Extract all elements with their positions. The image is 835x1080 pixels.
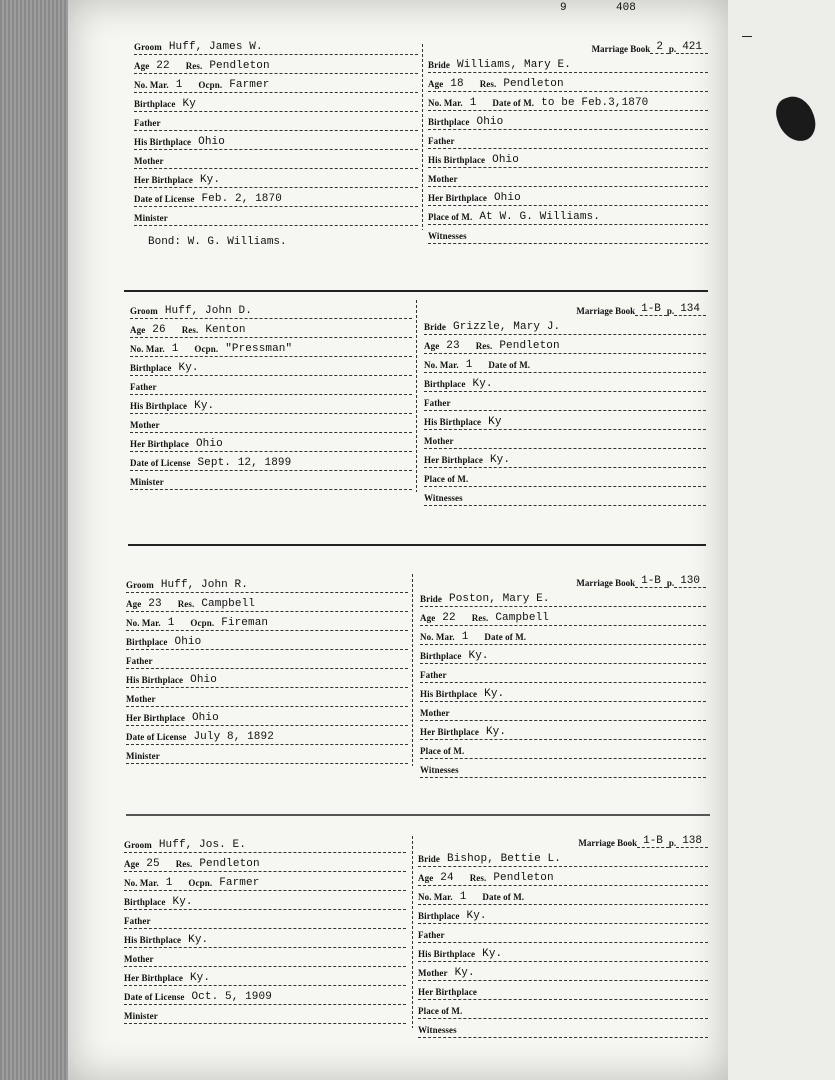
his-birthplace-label: His Birthplace: [130, 401, 188, 411]
age-label: Age: [424, 341, 440, 351]
groom-occupation: Farmer: [219, 877, 260, 889]
license-date: Sept. 12, 1899: [197, 457, 292, 469]
marriage-date: to be Feb.3,1870: [541, 97, 649, 109]
bride-age: 23: [446, 340, 460, 352]
column-divider: [422, 44, 423, 230]
her-birthplace-label: Her Birthplace: [424, 455, 483, 465]
groom-no-mar: 1: [175, 79, 183, 91]
her-birthplace-label: Her Birthplace: [134, 175, 193, 185]
bride-label: Bride: [420, 594, 442, 604]
marriage-book: 2: [650, 41, 669, 54]
no-mar-label: No. Mar.: [126, 618, 161, 628]
bride-father-birthplace: Ky.: [482, 948, 503, 960]
no-mar-label: No. Mar.: [424, 360, 459, 370]
bride-name: Williams, Mary E.: [457, 59, 571, 71]
age-label: Age: [420, 613, 436, 623]
res-label: Res.: [475, 341, 493, 351]
birthplace-label: Birthplace: [428, 117, 470, 127]
license-date: Oct. 5, 1909: [191, 991, 272, 1003]
bride-residence: Pendleton: [503, 78, 564, 90]
groom-name: Huff, John D.: [164, 305, 252, 317]
her-birthplace-label: Her Birthplace: [418, 987, 477, 997]
groom-age: 22: [156, 60, 170, 72]
marriage-book-line: [428, 36, 708, 54]
bride-label: Bride: [428, 60, 450, 70]
no-mar-label: No. Mar.: [124, 878, 159, 888]
father-label: Father: [420, 670, 447, 680]
bride-birthplace: Ky.: [472, 378, 493, 390]
groom-mother-birthplace: Ky.: [199, 174, 221, 186]
her-birthplace-label: Her Birthplace: [126, 713, 185, 723]
her-birthplace-label: Her Birthplace: [124, 973, 183, 983]
groom-birthplace: Ohio: [174, 636, 202, 648]
record-separator: [126, 814, 710, 816]
his-birthplace-label: His Birthplace: [418, 949, 476, 959]
groom-label: Groom: [134, 42, 162, 52]
father-label: Father: [134, 118, 161, 128]
ocpn-label: Ocpn.: [190, 618, 215, 628]
age-label: Age: [130, 325, 146, 335]
bride-residence: Pendleton: [499, 340, 560, 352]
bride-name: Grizzle, Mary J.: [453, 321, 561, 333]
place-of-m-label: Place of M.: [418, 1006, 463, 1016]
marriage-book-label: Marriage Book: [591, 44, 651, 54]
bride-father-birthplace: Ky: [488, 416, 502, 428]
groom-name: Huff, John R.: [160, 579, 248, 591]
witnesses-label: Witnesses: [428, 231, 467, 241]
groom-father-birthplace: Ohio: [190, 674, 217, 686]
groom-no-mar: 1: [165, 877, 173, 889]
no-mar-label: No. Mar.: [134, 80, 169, 90]
marriage-book: 1-B: [635, 303, 667, 316]
bride-mother-birthplace: Ohio: [493, 192, 521, 204]
groom-mother-birthplace: Ohio: [191, 712, 219, 724]
groom-residence: Pendleton: [209, 60, 270, 72]
no-mar-label: No. Mar.: [428, 98, 463, 108]
marriage-book-line: [424, 298, 706, 316]
bride-age: 18: [450, 78, 464, 90]
page-label: p.: [666, 578, 675, 588]
bride-name: Poston, Mary E.: [449, 593, 550, 605]
date-of-m-label: Date of M.: [488, 360, 531, 370]
age-label: Age: [124, 859, 140, 869]
ocpn-label: Ocpn.: [194, 344, 219, 354]
bride-mother-birthplace: Ky.: [485, 726, 507, 738]
place-of-m-label: Place of M.: [424, 474, 469, 484]
groom-occupation: Fireman: [221, 617, 269, 629]
no-mar-label: No. Mar.: [420, 632, 455, 642]
bride-residence: Pendleton: [493, 872, 554, 884]
marriage-book-page: 130: [674, 575, 706, 588]
marriage-place: At W. G. Williams.: [479, 211, 600, 223]
birthplace-label: Birthplace: [418, 911, 460, 921]
page-number-right: 408: [616, 2, 636, 14]
her-birthplace-label: Her Birthplace: [428, 193, 487, 203]
groom-father-birthplace: Ohio: [198, 136, 225, 148]
marriage-book-page: 134: [674, 303, 706, 316]
bride-father-birthplace: Ky.: [484, 688, 505, 700]
edge-mark: [742, 36, 752, 37]
groom-mother-birthplace: Ohio: [195, 438, 223, 450]
marriage-book-page: 421: [676, 41, 708, 54]
page-label: p.: [666, 306, 675, 316]
groom-label: Groom: [124, 840, 152, 850]
date-of-m-label: Date of M.: [492, 98, 535, 108]
res-label: Res.: [181, 325, 199, 335]
minister-label: Minister: [124, 1011, 158, 1021]
bride-column: [418, 830, 708, 1038]
no-mar-label: No. Mar.: [418, 892, 453, 902]
place-of-m-label: Place of M.: [420, 746, 465, 756]
witnesses-label: Witnesses: [424, 493, 463, 503]
scan-right-edge: [728, 0, 835, 1080]
father-label: Father: [428, 136, 455, 146]
scan-left-edge: [0, 0, 68, 1080]
ocpn-label: Ocpn.: [188, 878, 213, 888]
mother-label: Mother: [130, 420, 160, 430]
marriage-book-line: [418, 830, 708, 848]
mother-label: Mother: [134, 156, 164, 166]
groom-no-mar: 1: [167, 617, 175, 629]
res-label: Res.: [175, 859, 193, 869]
mother-label: Mother: [418, 968, 448, 978]
license-date-label: Date of License: [124, 992, 185, 1002]
groom-name: Huff, Jos. E.: [158, 839, 246, 851]
bride-column: [420, 570, 706, 778]
marriage-book: 1-B: [637, 835, 669, 848]
his-birthplace-label: His Birthplace: [134, 137, 192, 147]
birthplace-label: Birthplace: [420, 651, 462, 661]
groom-age: 25: [146, 858, 160, 870]
res-label: Res.: [479, 79, 497, 89]
ocpn-label: Ocpn.: [198, 80, 223, 90]
groom-father-birthplace: Ky.: [188, 934, 209, 946]
page-label: p.: [668, 838, 677, 848]
license-date-label: Date of License: [130, 458, 191, 468]
bride-column: [428, 36, 708, 244]
bride-birthplace: Ohio: [476, 116, 504, 128]
mother-label: Mother: [420, 708, 450, 718]
mother-label: Mother: [428, 174, 458, 184]
date-of-m-label: Date of M.: [484, 632, 527, 642]
minister-label: Minister: [130, 477, 164, 487]
birthplace-label: Birthplace: [124, 897, 166, 907]
groom-label: Groom: [130, 306, 158, 316]
page-number-left: 9: [560, 2, 567, 14]
birthplace-label: Birthplace: [126, 637, 168, 647]
mother-label: Mother: [126, 694, 156, 704]
bride-father-birthplace: Ohio: [492, 154, 519, 166]
her-birthplace-label: Her Birthplace: [420, 727, 479, 737]
bride-no-mar: 1: [465, 359, 473, 371]
groom-residence: Kenton: [205, 324, 246, 336]
marriage-book-label: Marriage Book: [576, 578, 636, 588]
marriage-book-page: 138: [676, 835, 708, 848]
his-birthplace-label: His Birthplace: [420, 689, 478, 699]
marriage-book-label: Marriage Book: [578, 838, 638, 848]
marriage-book: 1-B: [635, 575, 667, 588]
age-label: Age: [428, 79, 444, 89]
page-label: p.: [668, 44, 677, 54]
groom-label: Groom: [126, 580, 154, 590]
bride-birthplace: Ky.: [468, 650, 489, 662]
mother-label: Mother: [424, 436, 454, 446]
bride-mother-birthplace: Ky.: [489, 454, 511, 466]
marriage-book-label: Marriage Book: [576, 306, 636, 316]
birthplace-label: Birthplace: [424, 379, 466, 389]
groom-age: 26: [152, 324, 166, 336]
bride-mother: Ky.: [454, 967, 475, 979]
groom-age: 23: [148, 598, 162, 610]
groom-name: Huff, James W.: [168, 41, 263, 53]
groom-column: [124, 834, 406, 1024]
birthplace-label: Birthplace: [134, 99, 176, 109]
bride-birthplace: Ky.: [466, 910, 487, 922]
groom-column: [134, 36, 418, 226]
minister-label: Minister: [126, 751, 160, 761]
witnesses-label: Witnesses: [418, 1025, 457, 1035]
bride-label: Bride: [418, 854, 440, 864]
column-divider: [412, 836, 413, 1028]
no-mar-label: No. Mar.: [130, 344, 165, 354]
her-birthplace-label: Her Birthplace: [130, 439, 189, 449]
bride-name: Bishop, Bettie L.: [447, 853, 561, 865]
father-label: Father: [124, 916, 151, 926]
bride-age: 22: [442, 612, 456, 624]
father-label: Father: [424, 398, 451, 408]
bride-residence: Campbell: [495, 612, 549, 624]
groom-birthplace: Ky.: [178, 362, 199, 374]
father-label: Father: [130, 382, 157, 392]
record-separator: [124, 290, 708, 292]
bride-label: Bride: [424, 322, 446, 332]
his-birthplace-label: His Birthplace: [124, 935, 182, 945]
groom-birthplace: Ky: [182, 98, 196, 110]
record-separator: [128, 544, 706, 546]
column-divider: [412, 574, 413, 766]
age-label: Age: [134, 61, 150, 71]
groom-residence: Campbell: [201, 598, 255, 610]
res-label: Res.: [469, 873, 487, 883]
res-label: Res.: [471, 613, 489, 623]
groom-column: [130, 300, 412, 490]
age-label: Age: [418, 873, 434, 883]
bride-no-mar: 1: [459, 891, 467, 903]
bride-no-mar: 1: [461, 631, 469, 643]
bride-no-mar: 1: [469, 97, 477, 109]
res-label: Res.: [185, 61, 203, 71]
his-birthplace-label: His Birthplace: [424, 417, 482, 427]
groom-no-mar: 1: [171, 343, 179, 355]
bond-note: Bond: W. G. Williams.: [148, 236, 287, 248]
bride-age: 24: [440, 872, 454, 884]
witnesses-label: Witnesses: [420, 765, 459, 775]
groom-occupation: Farmer: [229, 79, 270, 91]
res-label: Res.: [177, 599, 195, 609]
bride-column: [424, 298, 706, 506]
age-label: Age: [126, 599, 142, 609]
his-birthplace-label: His Birthplace: [126, 675, 184, 685]
place-of-m-label: Place of M.: [428, 212, 473, 222]
license-date-label: Date of License: [134, 194, 195, 204]
groom-birthplace: Ky.: [172, 896, 193, 908]
license-date-label: Date of License: [126, 732, 187, 742]
marriage-book-line: [420, 570, 706, 588]
date-of-m-label: Date of M.: [482, 892, 525, 902]
license-date: Feb. 2, 1870: [201, 193, 282, 205]
groom-occupation: "Pressman": [225, 343, 293, 355]
his-birthplace-label: His Birthplace: [428, 155, 486, 165]
license-date: July 8, 1892: [193, 731, 274, 743]
groom-residence: Pendleton: [199, 858, 260, 870]
father-label: Father: [418, 930, 445, 940]
groom-father-birthplace: Ky.: [194, 400, 215, 412]
father-label: Father: [126, 656, 153, 666]
column-divider: [416, 300, 417, 492]
groom-column: [126, 574, 408, 764]
mother-label: Mother: [124, 954, 154, 964]
birthplace-label: Birthplace: [130, 363, 172, 373]
minister-label: Minister: [134, 213, 168, 223]
groom-mother-birthplace: Ky.: [189, 972, 211, 984]
